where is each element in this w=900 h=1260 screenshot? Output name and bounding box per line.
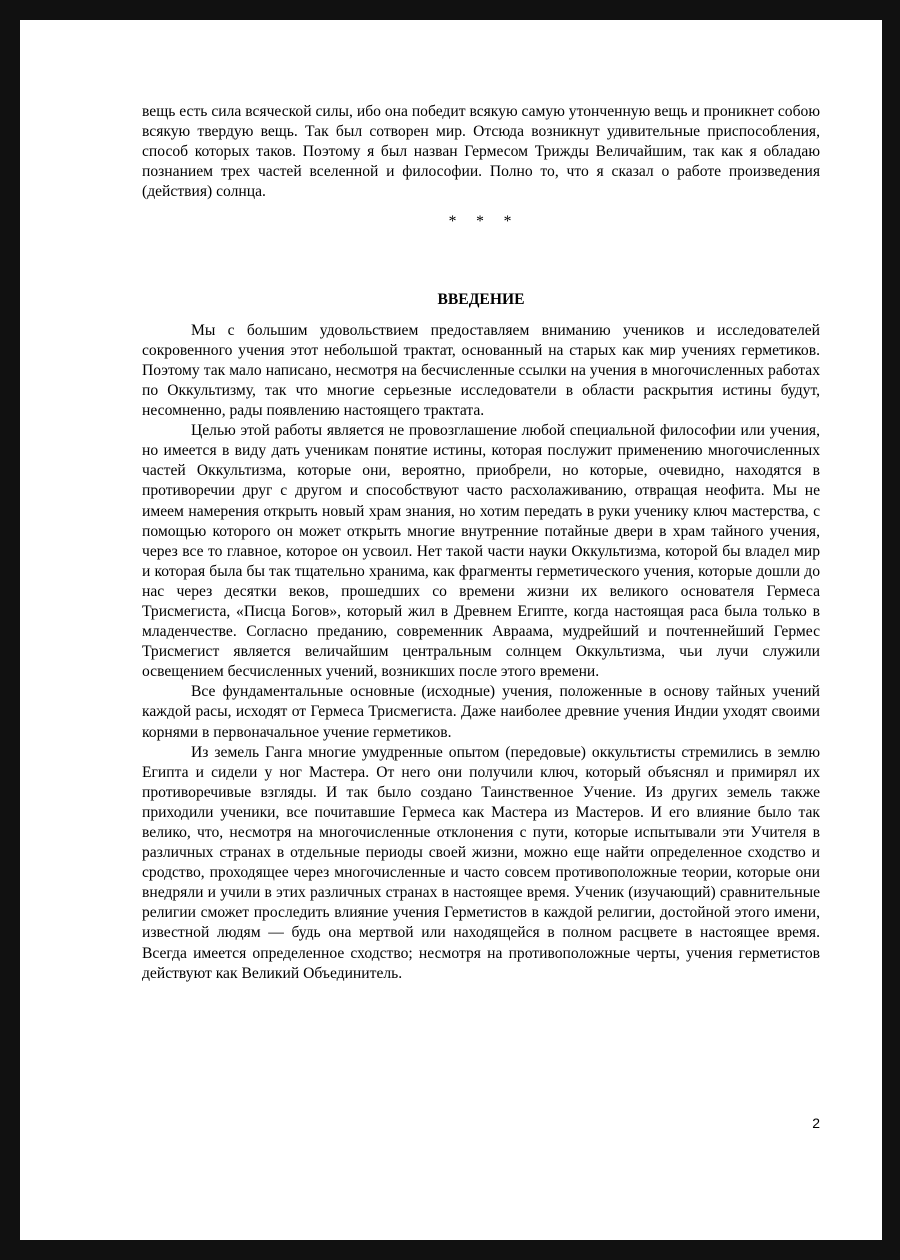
section-separator: * * *: [448, 213, 514, 231]
continuation-paragraph: вещь есть сила всяческой силы, ибо она победит всякую самую утонченную вещь и проникнет собою всякую твердую вещь. Так был сотворен мир. Отсюда возникнут удивительные приспособления, способ которых таков. Поэтому я был назван Гермесом Трижды Величайшим, так как я обладаю познанием трех частей вселенной и философии. Полно то, что я сказал о работе произведения (действия) солнца.: [142, 103, 820, 201]
body-paragraph: Все фундаментальные основные (исходные) учения, положенные в основу тайных учений каждой расы, исходят от Гермеса Трисмегиста. Даже наиболее древние учения Индии уходят своими корнями в первоначальное учение герметиков.: [142, 683, 820, 741]
body-paragraph: Из земель Ганга многие умудренные опытом (передовые) оккультисты стремились в землю Египта и сидели у ног Мастера. От него они получили ключ, который объяснял и примирял их противоречивые взгляды. И так было создано Таинственное Учение. Из других земель также приходили ученики, все почитавшие Гермеса как Мастера из Мастеров. И его влияние было так велико, что, несмотря на многочисленные отклонения с пути, которые испытывали эти Учителя в различных странах в отдельные периоды своей жизни, можно еще найти определенное сходство и сродство, проходящее через многочисленные и часто совсем противоположные теории, которые они внедряли и учили в этих различных странах в настоящее время. Ученик (изучающий) сравнительные религии сможет проследить влияние учения Герметистов в каждой религии, достойной этого имени, известной людям — будь она мертвой или находящейся в полном расцвете в настоящее время. Всегда имеется определенное сходство; несмотря на противоположные черты, учения герметистов действуют как Великий Объединитель.: [142, 743, 820, 982]
page-content: [142, 102, 820, 984]
document-page: [20, 20, 882, 1240]
body-paragraph: Целью этой работы является не провозглашение любой специальной философии или учения, но имеется в виду дать ученикам понятие истины, которая послужит применению многочисленных частей Оккультизма, которые они, вероятно, приобрели, но которые, очевидно, находятся в противоречии друг с другом и способствуют часто расхолаживанию, отвращая неофита. Мы не имеем намерения открыть новый храм знания, но хотим передать в руки ученику ключ мастерства, с помощью которого он может открыть многие внутренние потайные двери в храм тайного учения, через все то главное, которое он усвоил. Нет такой части науки Оккультизма, которой бы владел мир и которая была бы так тщательно хранима, как фрагменты герметического учения, которые дошли до нас через десятки веков, прошедших со времени жизни их великого основателя Гермеса Трисмегиста, «Писца Богов», который жил в Древнем Египте, когда настоящая раса была только в младенчестве. Согласно преданию, современник Авраама, мудрейший и почтеннейший Гермес Трисмегист является величайшим центральным солнцем Оккультизма, чьи лучи служили освещением бесчисленных учений, возникших после этого времени.: [142, 422, 820, 681]
body-paragraph: Мы с большим удовольствием предоставляем вниманию учеников и исследователей сокровенного учения этот небольшой трактат, основанный на старых как мир учениях герметиков. Поэтому так мало написано, несмотря на бесчисленные ссылки на учения в многочисленных работах по Оккультизму, так что многие серьезные исследователи в области раскрытия истины будут, несомненно, рады появлению настоящего трактата.: [142, 321, 820, 420]
page-number: 2: [812, 1115, 820, 1131]
section-heading: ВВЕДЕНИЕ: [437, 290, 525, 308]
